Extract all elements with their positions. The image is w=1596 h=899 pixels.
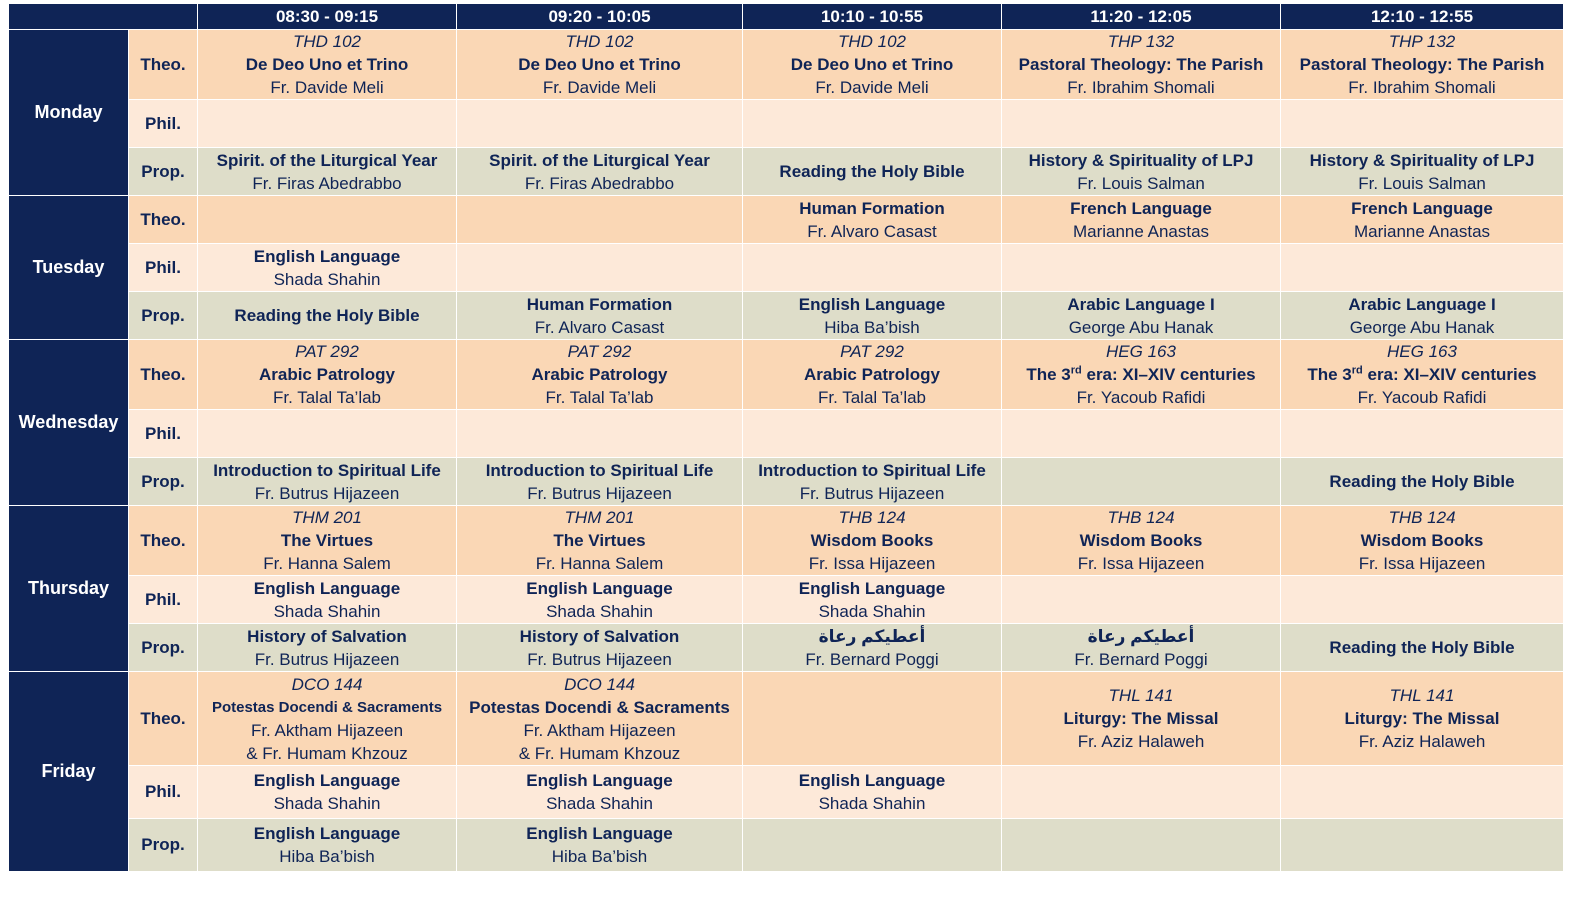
course-cell <box>1281 506 1564 576</box>
course-cell <box>1002 340 1281 410</box>
course-code: THL 141 <box>1389 686 1455 705</box>
course-cell <box>198 410 457 458</box>
instructor-name: Fr. Yacoub Rafidi <box>1357 388 1487 407</box>
course-title: Human Formation <box>799 198 945 218</box>
course-title: English Language <box>526 578 673 598</box>
course-code: THM 201 <box>292 508 362 527</box>
course-code: THD 102 <box>292 32 362 51</box>
course-cell <box>198 672 457 766</box>
course-title: The Virtues <box>280 531 374 550</box>
course-title: Spirit. of the Liturgical Year <box>216 150 438 170</box>
schedule-row <box>9 196 1564 244</box>
course-title: Potestas Docendi & Sacraments <box>469 697 730 717</box>
instructor-name: Fr. Firas Abedrabbo <box>524 173 675 193</box>
course-cell <box>743 576 1002 624</box>
course-code: THM 201 <box>564 508 635 527</box>
course-title: Pastoral Theology: The Parish <box>1299 55 1545 74</box>
instructor-name: Shada Shahin <box>273 601 381 621</box>
program-label: Theo. <box>129 30 198 100</box>
course-title: Wisdom Books <box>1360 531 1484 550</box>
schedule-row <box>9 672 1564 766</box>
instructor-name: Fr. Bernard Poggi <box>1074 649 1208 669</box>
schedule-row <box>9 30 1564 100</box>
instructor-name: Fr. Ibrahim Shomali <box>1348 78 1496 97</box>
instructor-name: Shada Shahin <box>546 794 653 813</box>
instructor-name: Fr. Davide Meli <box>815 78 929 97</box>
course-cell <box>743 30 1002 100</box>
course-cell <box>457 576 743 624</box>
program-label: Theo. <box>129 672 198 766</box>
time-slot-header: 12:10 - 12:55 <box>1281 4 1564 30</box>
schedule-row <box>9 244 1564 292</box>
schedule-row <box>9 624 1564 672</box>
course-cell <box>1281 819 1564 872</box>
course-title-part: rd <box>1351 364 1363 377</box>
instructor-name: Fr. Butrus Hijazeen <box>527 483 672 503</box>
course-cell <box>1002 100 1281 148</box>
instructor-name: Fr. Issa Hijazeen <box>808 554 936 573</box>
instructor-name: Fr. Butrus Hijazeen <box>254 483 400 503</box>
course-code: THD 102 <box>565 32 634 51</box>
instructor-name: Fr. Butrus Hijazeen <box>254 649 400 669</box>
course-cell <box>198 340 457 410</box>
course-cell <box>457 148 743 196</box>
course-title: Introduction to Spiritual Life <box>485 460 714 480</box>
course-cell <box>1281 196 1564 244</box>
program-label: Phil. <box>129 100 198 148</box>
course-title: Wisdom Books <box>810 531 934 550</box>
course-cell <box>1002 410 1281 458</box>
instructor-name: Fr. Yacoub Rafidi <box>1076 388 1206 407</box>
instructor-name: Fr. Talal Ta’lab <box>817 388 927 407</box>
instructor-name: Fr. Aziz Halaweh <box>1077 732 1205 751</box>
weekly-timetable <box>8 3 1564 872</box>
course-cell <box>1281 340 1564 410</box>
course-cell <box>1002 196 1281 244</box>
schedule-row <box>9 148 1564 196</box>
instructor-name: Fr. Davide Meli <box>542 78 657 97</box>
instructor-name: George Abu Hanak <box>1349 317 1495 337</box>
course-cell <box>1002 292 1281 340</box>
schedule-row <box>9 100 1564 148</box>
header-row <box>9 4 1564 30</box>
schedule-row <box>9 576 1564 624</box>
course-code: PAT 292 <box>295 342 359 361</box>
course-cell <box>198 30 457 100</box>
program-label: Phil. <box>129 576 198 624</box>
course-code: PAT 292 <box>840 342 904 361</box>
course-cell <box>1281 624 1564 672</box>
course-cell <box>1002 148 1281 196</box>
course-cell <box>1281 244 1564 292</box>
header-corner <box>9 4 198 30</box>
course-cell <box>1002 576 1281 624</box>
course-cell <box>1002 624 1281 672</box>
course-code: HEG 163 <box>1387 342 1457 361</box>
course-title <box>1002 363 1280 386</box>
instructor-name: Hiba Ba’bish <box>824 317 920 337</box>
instructor-name: Fr. Louis Salman <box>1358 173 1486 193</box>
course-title-part: The 3 <box>1026 365 1071 384</box>
course-cell <box>457 30 743 100</box>
program-label: Prop. <box>129 292 198 340</box>
course-cell <box>457 196 743 244</box>
course-cell <box>1281 148 1564 196</box>
course-cell <box>198 292 457 340</box>
instructor-name: Fr. Aktham Hijazeen <box>523 720 676 740</box>
course-cell <box>457 100 743 148</box>
instructor-name: George Abu Hanak <box>1068 317 1214 337</box>
course-cell <box>1002 672 1281 766</box>
course-cell <box>743 819 1002 872</box>
course-cell <box>457 819 743 872</box>
program-label: Phil. <box>129 244 198 292</box>
course-cell <box>198 148 457 196</box>
course-title: Wisdom Books <box>1079 531 1203 550</box>
course-cell <box>457 672 743 766</box>
course-cell <box>198 819 457 872</box>
course-title <box>1281 363 1563 386</box>
course-title: Liturgy: The Missal <box>1063 709 1219 728</box>
course-cell <box>743 410 1002 458</box>
course-title: Introduction to Spiritual Life <box>213 460 441 480</box>
course-cell <box>457 624 743 672</box>
program-label: Theo. <box>129 506 198 576</box>
course-cell <box>198 624 457 672</box>
instructor-name: Hiba Ba’bish <box>279 847 375 866</box>
course-title: English Language <box>526 771 673 790</box>
instructor-name: Fr. Issa Hijazeen <box>1077 554 1205 573</box>
course-title: English Language <box>253 824 401 843</box>
day-label: Tuesday <box>9 196 129 340</box>
schedule-row <box>9 340 1564 410</box>
instructor-name: Fr. Butrus Hijazeen <box>527 649 672 669</box>
course-cell <box>743 292 1002 340</box>
instructor-name: Fr. Alvaro Casast <box>807 221 937 241</box>
course-title: History of Salvation <box>519 626 680 646</box>
course-title: French Language <box>1070 198 1212 218</box>
day-label: Wednesday <box>9 340 129 506</box>
course-cell <box>743 672 1002 766</box>
course-cell <box>198 100 457 148</box>
course-title-part: rd <box>1070 364 1082 377</box>
program-label: Phil. <box>129 410 198 458</box>
course-title: English Language <box>253 771 401 790</box>
course-cell <box>198 506 457 576</box>
course-cell <box>457 506 743 576</box>
time-slot-header: 11:20 - 12:05 <box>1002 4 1281 30</box>
instructor-name: Fr. Ibrahim Shomali <box>1067 78 1215 97</box>
course-code: THP 132 <box>1388 32 1456 51</box>
course-cell <box>1281 458 1564 506</box>
course-title: History & Spirituality of LPJ <box>1028 150 1254 170</box>
course-cell <box>743 506 1002 576</box>
course-title: English Language <box>526 824 673 843</box>
instructor-name: Fr. Davide Meli <box>270 78 384 97</box>
course-cell <box>1281 100 1564 148</box>
course-cell <box>1002 458 1281 506</box>
course-code: DCO 144 <box>291 674 363 694</box>
course-cell <box>1281 576 1564 624</box>
course-title: Reading the Holy Bible <box>1329 638 1515 657</box>
course-title: أعطيكم رعاة <box>818 626 926 646</box>
course-code: PAT 292 <box>567 342 632 361</box>
course-title: English Language <box>253 246 401 266</box>
instructor-name: Fr. Alvaro Casast <box>534 317 665 337</box>
course-cell <box>198 766 457 819</box>
program-label: Prop. <box>129 624 198 672</box>
course-title: The Virtues <box>553 531 646 550</box>
course-cell <box>1281 672 1564 766</box>
course-title: English Language <box>798 578 946 598</box>
instructor-name: Shada Shahin <box>273 794 381 813</box>
course-title: English Language <box>798 294 946 314</box>
time-slot-header: 08:30 - 09:15 <box>198 4 457 30</box>
course-cell <box>457 766 743 819</box>
instructor-name: & Fr. Humam Khzouz <box>246 743 408 763</box>
program-label: Theo. <box>129 196 198 244</box>
course-title: De Deo Uno et Trino <box>245 55 409 74</box>
course-cell <box>198 458 457 506</box>
course-title: Reading the Holy Bible <box>234 306 420 325</box>
course-cell <box>743 624 1002 672</box>
course-cell <box>1281 410 1564 458</box>
course-title: Human Formation <box>526 294 673 314</box>
program-label: Theo. <box>129 340 198 410</box>
course-title: Arabic Patrology <box>803 365 941 384</box>
course-title: History & Spirituality of LPJ <box>1309 150 1535 170</box>
course-code: DCO 144 <box>564 674 635 694</box>
course-cell <box>198 244 457 292</box>
program-label: Phil. <box>129 766 198 819</box>
course-cell <box>1281 292 1564 340</box>
schedule-row <box>9 506 1564 576</box>
course-title: De Deo Uno et Trino <box>790 55 954 74</box>
course-cell <box>1002 506 1281 576</box>
instructor-name: Fr. Butrus Hijazeen <box>799 483 945 503</box>
course-title: Reading the Holy Bible <box>1329 472 1515 491</box>
course-title: Liturgy: The Missal <box>1344 709 1500 728</box>
instructor-name: Fr. Hanna Salem <box>263 554 391 573</box>
course-cell <box>457 458 743 506</box>
course-code: HEG 163 <box>1106 342 1176 361</box>
schedule-row <box>9 410 1564 458</box>
instructor-name: Fr. Talal Ta’lab <box>272 388 382 407</box>
course-title: أعطيكم رعاة <box>1087 626 1195 646</box>
course-title: Arabic Language I <box>1067 294 1215 314</box>
instructor-name: Fr. Firas Abedrabbo <box>252 173 402 193</box>
course-title: Arabic Patrology <box>258 365 396 384</box>
course-cell <box>743 148 1002 196</box>
instructor-name: Shada Shahin <box>818 794 926 813</box>
course-cell <box>743 458 1002 506</box>
course-cell <box>743 766 1002 819</box>
course-cell <box>1281 30 1564 100</box>
instructor-name: Fr. Louis Salman <box>1077 173 1205 193</box>
course-cell <box>457 292 743 340</box>
program-label: Prop. <box>129 458 198 506</box>
schedule-row <box>9 458 1564 506</box>
course-code: THL 141 <box>1108 686 1174 705</box>
course-title: French Language <box>1351 198 1493 218</box>
instructor-name: Shada Shahin <box>546 601 653 621</box>
course-code: THD 102 <box>837 32 907 51</box>
course-cell <box>743 196 1002 244</box>
course-code: THB 124 <box>838 508 906 527</box>
course-cell <box>743 100 1002 148</box>
course-title-part: era: XI–XIV centuries <box>1081 365 1256 384</box>
course-title: English Language <box>798 771 946 790</box>
course-code: THP 132 <box>1107 32 1175 51</box>
course-cell <box>743 244 1002 292</box>
instructor-name: Shada Shahin <box>818 601 926 621</box>
course-title: De Deo Uno et Trino <box>518 55 681 74</box>
course-cell <box>198 576 457 624</box>
time-slot-header: 10:10 - 10:55 <box>743 4 1002 30</box>
course-cell <box>1002 244 1281 292</box>
schedule-row <box>9 766 1564 819</box>
instructor-name: Fr. Talal Ta’lab <box>545 388 654 407</box>
instructor-name: Fr. Issa Hijazeen <box>1358 554 1486 573</box>
course-cell <box>457 340 743 410</box>
course-title: Spirit. of the Liturgical Year <box>489 150 710 170</box>
course-cell <box>1281 766 1564 819</box>
schedule-row <box>9 819 1564 872</box>
course-cell <box>457 410 743 458</box>
day-label: Friday <box>9 672 129 872</box>
instructor-name: Marianne Anastas <box>1353 221 1491 241</box>
course-title: History of Salvation <box>247 626 407 646</box>
time-slot-header: 09:20 - 10:05 <box>457 4 743 30</box>
schedule-row <box>9 292 1564 340</box>
course-cell <box>1002 30 1281 100</box>
instructor-name: Fr. Aktham Hijazeen <box>250 720 404 740</box>
instructor-name: Shada Shahin <box>273 269 381 289</box>
instructor-name: Hiba Ba’bish <box>551 847 648 866</box>
instructor-name: Fr. Aziz Halaweh <box>1358 732 1486 751</box>
course-title: Arabic Language I <box>1348 294 1496 314</box>
course-cell <box>1002 766 1281 819</box>
instructor-name: Fr. Bernard Poggi <box>805 649 939 669</box>
course-title: Introduction to Spiritual Life <box>758 460 986 480</box>
course-cell <box>198 196 457 244</box>
course-title-part: era: XI–XIV centuries <box>1362 365 1537 384</box>
course-title: Pastoral Theology: The Parish <box>1018 55 1264 74</box>
course-title-part: The 3 <box>1307 365 1352 384</box>
day-label: Thursday <box>9 506 129 672</box>
instructor-name: Marianne Anastas <box>1072 221 1210 241</box>
program-label: Prop. <box>129 819 198 872</box>
day-label: Monday <box>9 30 129 196</box>
program-label: Prop. <box>129 148 198 196</box>
course-title: Arabic Patrology <box>531 365 668 384</box>
course-title: English Language <box>253 578 401 598</box>
course-cell <box>1002 819 1281 872</box>
course-title: Reading the Holy Bible <box>779 162 965 181</box>
instructor-name: Fr. Hanna Salem <box>535 554 664 573</box>
course-title: Potestas Docendi & Sacraments <box>211 698 443 716</box>
course-cell <box>457 244 743 292</box>
instructor-name: & Fr. Humam Khzouz <box>518 743 681 763</box>
course-code: THB 124 <box>1107 508 1175 527</box>
course-code: THB 124 <box>1388 508 1456 527</box>
course-cell <box>743 340 1002 410</box>
